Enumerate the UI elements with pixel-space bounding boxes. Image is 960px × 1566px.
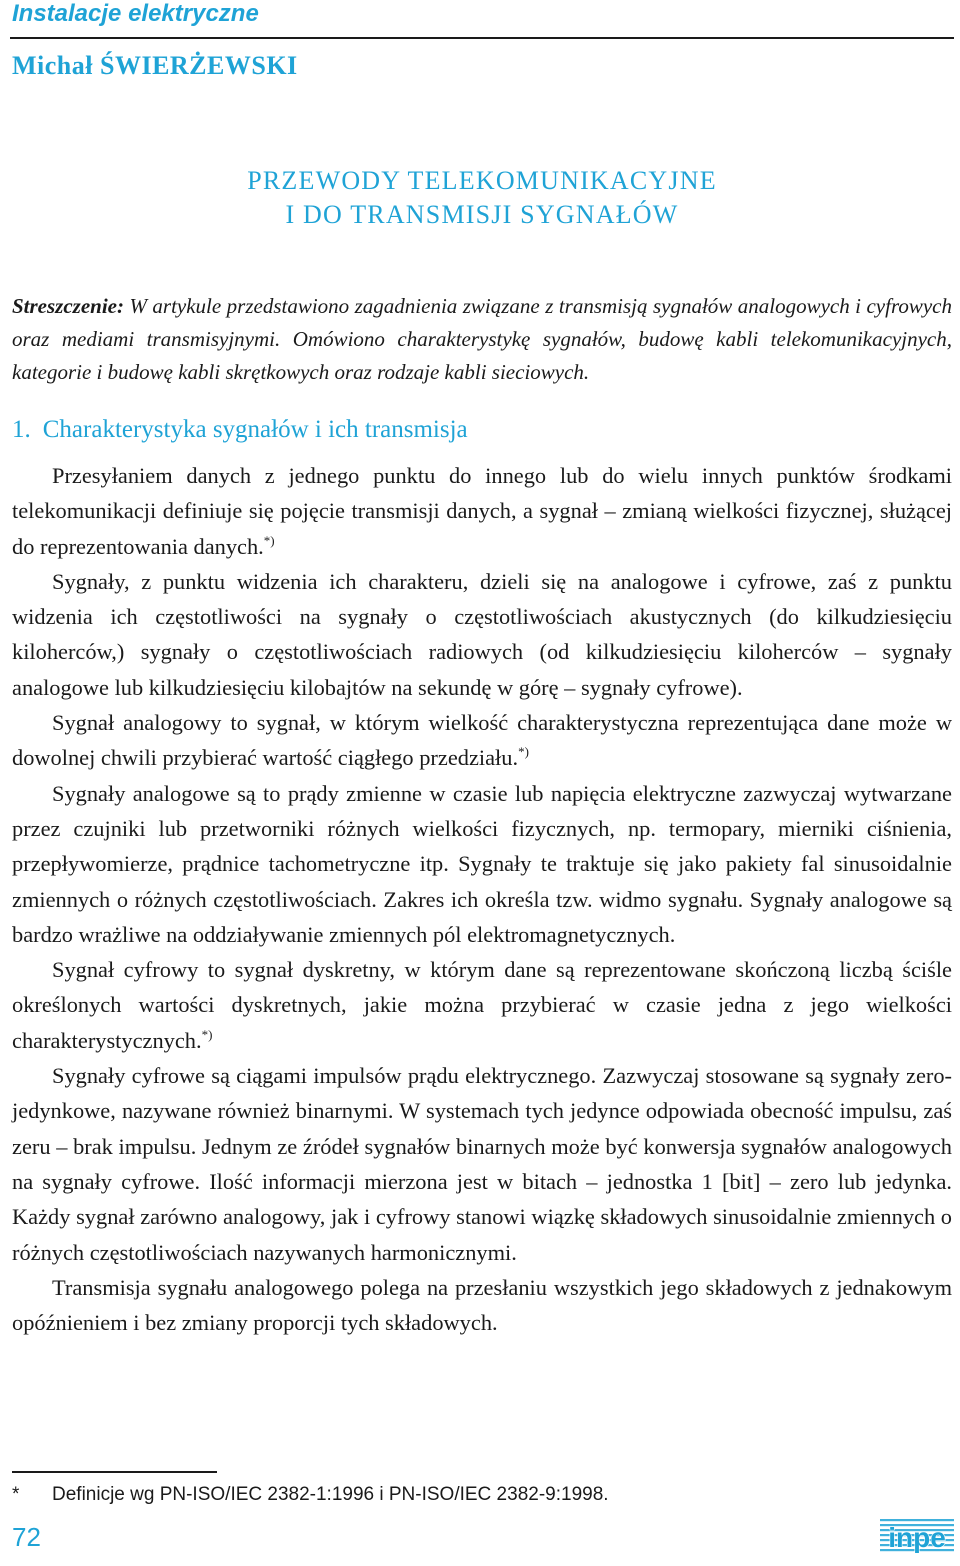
footnote-mark: * <box>12 1484 20 1505</box>
page-number: 72 <box>12 1522 41 1552</box>
footnote-reference[interactable]: *) <box>201 1026 213 1042</box>
body-paragraph-5 <box>12 952 952 1058</box>
logo-wordmark: inpe <box>888 1522 946 1553</box>
body-paragraph-7: Transmisja sygnału analogowego polega na przesłaniu wszystkich jego składowych z jednakowym opóźnieniem i bez zmiany proporcji tych składowych. <box>12 1274 952 1336</box>
section-heading <box>12 414 468 446</box>
paragraph-text: Sygnał analogowy to sygnał, w którym wielkość charakterystyczna reprezentująca dane może w dowolnej chwili przybierać wartość ciągłego przedziału. <box>12 710 952 771</box>
footnote-reference[interactable]: *) <box>518 744 529 760</box>
footnote-divider <box>12 1471 217 1473</box>
abstract <box>12 290 952 389</box>
footnote <box>12 1482 609 1508</box>
author-name: Michał ŚWIERŻEWSKI <box>12 51 298 80</box>
section-number: 1. <box>12 416 31 443</box>
body-paragraph-3 <box>12 705 952 776</box>
abstract-label: Streszczenie: <box>12 294 124 318</box>
paragraph-text: Przesyłaniem danych z jednego punktu do innego lub do wielu innych punktów środkami telekomunikacji definiuje się pojęcie transmisji danych, a sygnał – zmianą wielkości fizycznej, służącej do reprezentowania danych. <box>12 463 952 559</box>
abstract-text: W artykule przedstawiono zagadnienia związane z transmisją sygnałów analogowych i cyfrowych oraz mediami transmisyjnymi. Omówiono charakterystykę sygnałów, budowę kabli telekomunikacyjnych, kategorie i budowę kabli skrętkowych oraz rodzaje kabli sieciowych. <box>12 294 952 384</box>
body-paragraph-4: Sygnały analogowe są to prądy zmienne w czasie lub napięcia elektryczne zazwyczaj wytwarzane przez czujniki lub przetworniki różnych wielkości fizycznych, np. termopary, mierniki ciśnienia, przepływomierze, prądnice tachometryczne itp. Sygnały te traktuje się jako pakiety fal sinusoidalnie zmiennych o różnych częstotliwościach. Zakres ich określa tzw. widmo sygnału. Sygnały analogowe są bardzo wrażliwe na oddziaływanie zmiennych pól elektromagnetycznych. <box>12 780 952 947</box>
article-title <box>0 164 960 232</box>
article-body <box>12 458 952 1340</box>
running-header: Instalacje elektryczne <box>12 0 259 27</box>
section-title: Charakterystyka sygnałów i ich transmisja <box>42 416 468 443</box>
inpe-logo-icon <box>878 1516 956 1558</box>
footnote-reference[interactable]: *) <box>263 532 275 548</box>
body-paragraph-1 <box>12 458 952 564</box>
body-paragraph-6: Sygnały cyfrowe są ciągami impulsów prądu elektrycznego. Zazwyczaj stosowane są sygnały zero-jedynkowe, nazywane również binarnymi. W systemach tych jedynce odpowiada obecność impulsu, zaś zeru – brak impulsu. Jednym ze źródeł sygnałów binarnych może być konwersja sygnałów analogowych na sygnały cyfrowe. Ilość informacji mierzona jest w bitach – jednostka 1 [bit] – zero lub jedynka. Każdy sygnał zarówno analogowy, jak i cyfrowy stanowi wiązkę składowych sinusoidalnie zmiennych o różnych częstotliwościach nazywanych harmonicznymi. <box>12 1063 952 1265</box>
body-paragraph-2: Sygnały, z punktu widzenia ich charakteru, dzieli się na analogowe i cyfrowe, zaś z punktu widzenia ich częstotliwości na sygnały o częstotliwościach akustycznych (do kilkudziesięciu kiloherców,) sygnały o częstotliwościach radiowych (od kilkudziesięciu kiloherców – sygnały analogowe lub kilkudziesięciu kilobajtów na sekundę w górę – sygnały cyfrowe). <box>12 568 952 700</box>
article-title-line-2: I DO TRANSMISJI SYGNAŁÓW <box>285 200 679 229</box>
article-title-line-1: PRZEWODY TELEKOMUNIKACYJNE <box>247 166 717 195</box>
paragraph-text: Sygnał cyfrowy to sygnał dyskretny, w którym dane są reprezentowane skończoną liczbą ściśle określonych wartości dyskretnych, jakie można przybierać w czasie jedna z jego wielkości charakterystycznych. <box>12 957 952 1053</box>
footnote-text: Definicje wg PN-ISO/IEC 2382-1:1996 i PN-ISO/IEC 2382-9:1998. <box>52 1484 609 1505</box>
header-divider <box>10 37 954 39</box>
